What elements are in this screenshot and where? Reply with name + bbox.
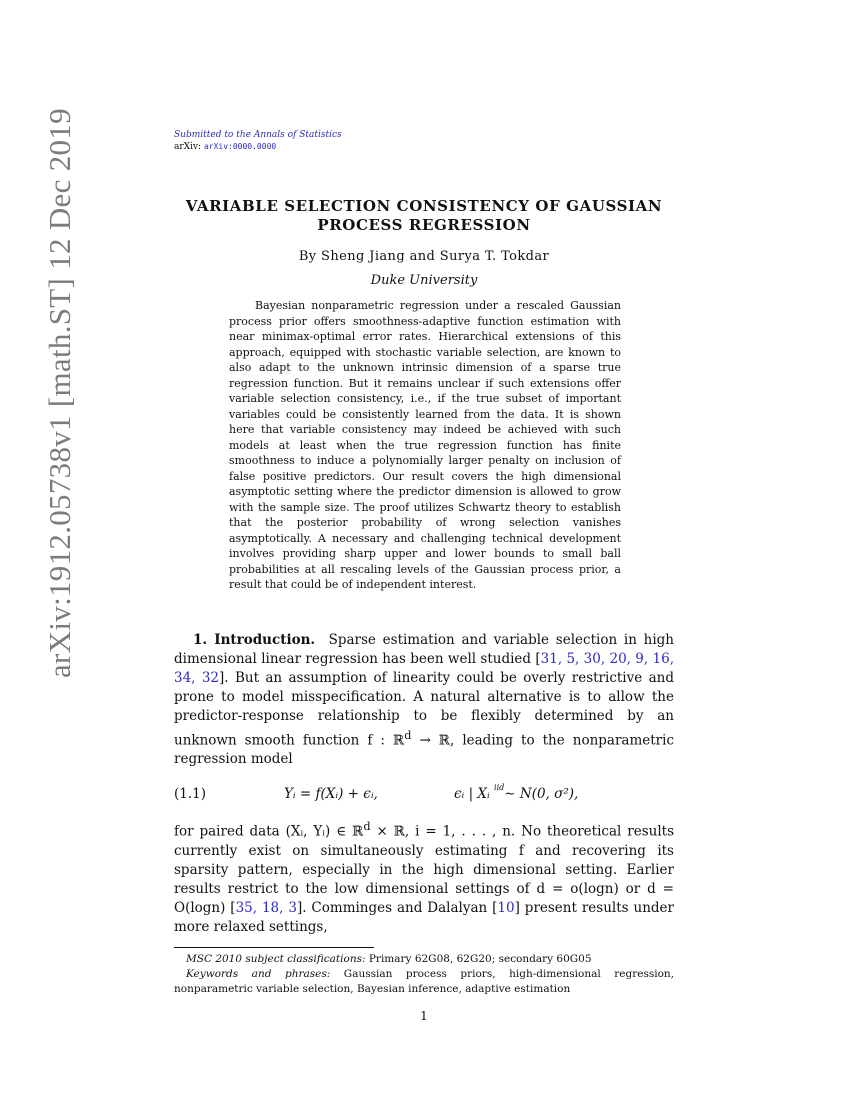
arxiv-id-link[interactable]: arXiv:0000.0000 bbox=[203, 142, 277, 151]
arxiv-prefix: arXiv: bbox=[174, 142, 202, 152]
footnotes bbox=[174, 952, 674, 997]
title-line-1: VARIABLE SELECTION CONSISTENCY OF GAUSSIAN bbox=[185, 197, 663, 215]
intro2-text-b: × ℝ, i = 1, . . . , n. No theoretical results currently exist on simultaneously estimating f and recovering its sparsity pattern, especially in the high dimensional setting. Earlier results restrict to the low dimensional settings of d = o(logn) or d = O(logn) [ bbox=[174, 823, 674, 916]
intro2-text-c: ]. Comminges and Dalalyan [ bbox=[296, 899, 498, 916]
paper-title bbox=[174, 197, 674, 235]
intro-text-b: ]. But an assumption of linearity could be overly restrictive and prone to model misspecification. A natural alternative is to allow the predictor-response relationship to be flexibly determined by an unknown smooth function f : ℝ bbox=[174, 669, 674, 748]
arxiv-side-stamp bbox=[0, 0, 77, 1100]
intro-paragraph-2 bbox=[174, 817, 674, 937]
page-number: 1 bbox=[420, 1008, 428, 1023]
msc-footnote bbox=[174, 952, 674, 967]
keywords-footnote bbox=[174, 967, 674, 997]
intro2-text-a: for paired data (Xᵢ, Yᵢ) ∈ ℝ bbox=[174, 823, 364, 840]
paper-page bbox=[174, 130, 674, 1023]
intro-paragraph-1 bbox=[174, 631, 674, 770]
abstract: Bayesian nonparametric regression under a rescaled Gaussian process prior offers smoothness-adaptive function estimation with near minimax-optimal error rates. Hierarchical extensions of this approach, equipped with stochastic variable selection, are known to also adapt to the unknown intrinsic dimension of a sparse true regression function. But it remains unclear if such extensions offer variable selection consistency, i.e., if the true subset of important variables could be consistently learned from the data. It is shown here that variable consistency may indeed be achieved with such models at least when the true regression function has finite smoothness to induce a polynomially larger penalty on inclusion of false positive predictors. Our result covers the high dimensional asymptotic setting where the predictor dimension is allowed to grow with the sample size. The proof utilizes Schwartz theory to establish that the posterior probability of wrong selection vanishes asymptotically. A necessary and challenging technical development involves providing sharp upper and lower bounds to small ball probabilities at all rescaling levels of the Gaussian process prior, a result that could be of independent interest. bbox=[229, 299, 621, 591]
equation-rhs-b: ∼ N(0, σ²), bbox=[504, 786, 579, 802]
intro-text-a: Sparse estimation and variable selection in high dimensional linear regression has been well studied [ bbox=[174, 631, 674, 667]
citation-group-2[interactable]: 35, 18, 3 bbox=[235, 899, 297, 916]
equation-lhs: Yᵢ = f(Xᵢ) + ϵᵢ, bbox=[284, 786, 378, 802]
msc-text: Primary 62G08, 62G20; secondary 60G05 bbox=[365, 952, 592, 965]
superscript-d: d bbox=[404, 728, 412, 742]
equation-1-1 bbox=[174, 781, 674, 807]
introduction-section bbox=[174, 631, 674, 937]
affiliation: Duke University bbox=[370, 273, 478, 288]
title-line-2: PROCESS REGRESSION bbox=[317, 216, 531, 234]
submitted-note: Submitted to the Annals of Statistics bbox=[174, 130, 342, 140]
msc-label: MSC 2010 subject classifications: bbox=[186, 952, 366, 965]
section-heading: 1. Introduction. bbox=[193, 631, 316, 648]
equation-rhs-a: ϵᵢ | Xᵢ bbox=[454, 786, 490, 802]
iid-label: iid bbox=[494, 783, 505, 792]
intro-text-c: → ℝ, leading to the nonparametric regression model bbox=[174, 732, 675, 767]
superscript-d-2: d bbox=[363, 820, 371, 833]
citation-10[interactable]: 10 bbox=[497, 899, 515, 916]
footnote-rule bbox=[174, 947, 374, 948]
arxiv-line bbox=[174, 141, 674, 153]
arxiv-stamp-text: arXiv:1912.05738v1 [math.ST] 12 Dec 2019 bbox=[42, 108, 77, 678]
authors: By Sheng Jiang and Surya T. Tokdar bbox=[298, 249, 550, 264]
citation-group-1[interactable]: 31, 5, 30, 20, 9, 16, 34, 32 bbox=[174, 650, 674, 686]
keywords-label: Keywords and phrases: bbox=[186, 967, 331, 980]
keywords-text: Gaussian process priors, high-dimensional regression, nonparametric variable selection, Bayesian inference, adaptive estimation bbox=[174, 967, 674, 995]
equation-rhs bbox=[454, 785, 578, 805]
equation-number: (1.1) bbox=[174, 786, 207, 802]
intro2-text-d: ] present results under more relaxed settings, bbox=[174, 899, 674, 935]
